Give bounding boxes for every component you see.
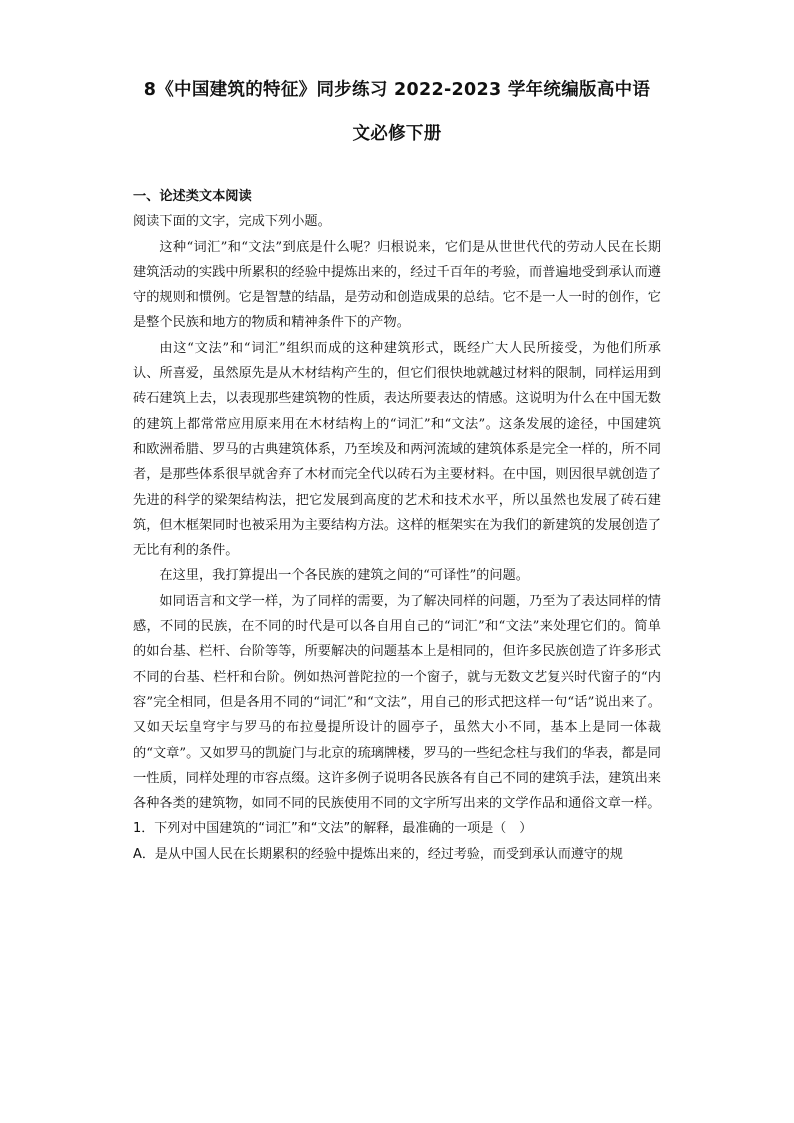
paragraph-4: 如同语言和文学一样，为了同样的需要，为了解决同样的问题，乃至为了表达同样的情感，不同的民族，在不同的时代是可以各自用自己的“词汇”和“文法”来处理它们的。简单的如台基、栏杆、台阶等等，所要解决的问题基本上是相同的，但许多民族创造了许多形式不同的台基、栏杆和台阶。例如热河普陀拉的一个窗子，就与无数文艺复兴时代窗子的“内容”完全相同，但是各用不同的“词汇”和“文法”，用自己的形式把这样一句“话”说出来了。又如天坛皇穹宇与罗马的布拉曼提所设计的圆亭子，虽然大小不同，基本上是同一体裁的“文章”。又如罗马的凯旋门与北京的琉璃牌楼，罗马的一些纪念柱与我们的华表，都是同一性质，同样处理的市容点缀。这许多例子说明各民族各有自己不同的建筑手法，建筑出来各种各类的建筑物，如同不同的民族使用不同的文字所写出来的文学作品和通俗文章一样。 [133,593,661,812]
document-title [120,68,674,156]
document-body [133,184,661,867]
option-a: A．是从中国人民在长期累积的经验中提炼出来的，经过考验，而受到承认而遵守的规 [133,846,623,862]
paragraph-3: 在这里，我打算提出一个各民族的建筑之间的“可译性”的问题。 [159,568,529,584]
reading-instruction: 阅读下面的文字，完成下列小题。 [133,214,331,230]
paragraph-2: 由这“文法”和“词汇”组织而成的这种建筑形式，既经广大人民所接受，为他们所承认、所喜爱，虽然原先是从木材结构产生的，但它们很快地就越过材料的限制，同样运用到砖石建筑上去，以表现那些建筑物的性质，表达所要表达的情感。这说明为什么在中国无数的建筑上都常常应用原来用在木材结构上的“词汇”和“文法”。这条发展的途径，中国建筑和欧洲希腊、罗马的古典建筑体系，乃至埃及和两河流域的建筑体系是完全一样的，所不同者，是那些体系很早就舍弃了木材而完全代以砖石为主要材料。在中国，则因很早就创造了先进的科学的梁架结构法，把它发展到高度的艺术和技术水平，所以虽然也发展了砖石建筑，但木框架同时也被采用为主要结构方法。这样的框架实在为我们的新建筑的发展创造了无比有利的条件。 [133,340,661,559]
paragraph-1: 这种“词汇”和“文法”到底是什么呢？归根说来，它们是从世世代代的劳动人民在长期建筑活动的实践中所累积的经验中提炼出来的，经过千百年的考验，而普遍地受到承认而遵守的规则和惯例。它是智慧的结晶，是劳动和创造成果的总结。它不是一人一时的创作，它是整个民族和地方的物质和精神条件下的产物。 [133,239,661,331]
question-1: 1．下列对中国建筑的“词汇”和“文法”的解释，最准确的一项是（ ） [133,821,533,837]
title-line-2: 文必修下册 [352,124,442,144]
title-line-1: 8《中国建筑的特征》同步练习 2022-2023 学年统编版高中语 [143,80,651,100]
section-heading: 一、论述类文本阅读 [133,189,252,204]
